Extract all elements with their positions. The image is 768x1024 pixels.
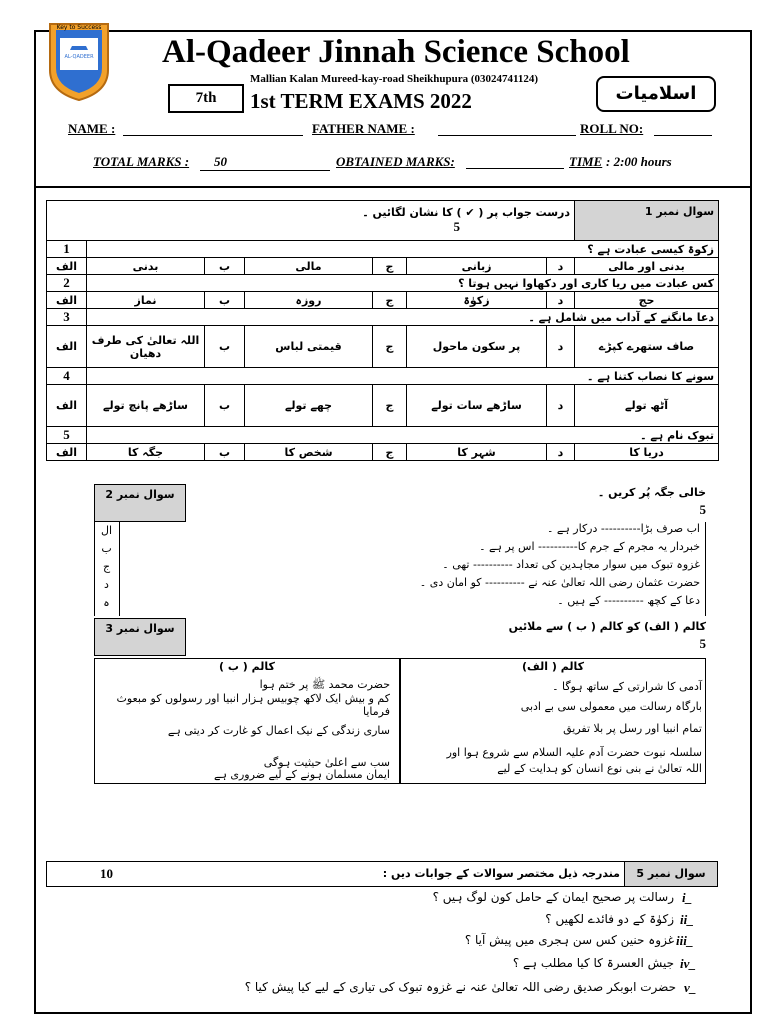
option-key-b: ب (205, 444, 245, 461)
option-key-c: ج (373, 292, 407, 309)
option-a[interactable]: ساڑھے پانچ تولے (87, 385, 205, 427)
roll-no-blank[interactable] (654, 123, 712, 136)
q3-b-item[interactable]: ساری زندگی کے نیک اعمال کو غارت کر دیتی ہے (167, 724, 390, 737)
name-label: NAME : (68, 121, 116, 136)
q1-label: سوال نمبر 1 (575, 201, 719, 241)
q5-question: غزوہ حنین کس سن ہجری میں پیش آیا ؟ (464, 933, 674, 947)
q1-1-options (47, 258, 719, 275)
option-key-d: د (547, 292, 575, 309)
logo-text: Key to Success (56, 24, 102, 31)
option-key-d: د (547, 326, 575, 368)
time-value: : 2:00 hours (606, 154, 672, 169)
q2-marks: 5 (699, 502, 706, 517)
q3-b-item[interactable]: ایمان مسلمان ہونے کے لیے ضروری ہے (214, 768, 390, 781)
option-a[interactable]: جگہ کا (87, 444, 205, 461)
father-name-label: FATHER NAME : (312, 121, 415, 136)
q1-4-options (47, 385, 719, 427)
q2-key: د (104, 578, 109, 591)
q3-a-item[interactable]: اللہ تعالیٰ نے بنی نوع انسان کو ہدایت کے لیے (497, 762, 702, 775)
q2-key: ج (102, 560, 111, 573)
option-a[interactable]: نماز (87, 292, 205, 309)
q5-instruction: مندرجہ ذیل مختصر سوالات کے جوابات دیں : (382, 867, 620, 880)
logo-sub-text: AL-QADEER (64, 54, 94, 60)
q1-5-number: 5 (47, 427, 87, 444)
option-key-a: الف (47, 444, 87, 461)
subject-box (596, 76, 716, 112)
roll-no-label: ROLL NO: (580, 121, 644, 136)
total-marks-value: 50 (200, 154, 330, 171)
q1-5-text: تبوک نام ہے ۔ (87, 427, 719, 444)
option-key-b: ب (205, 258, 245, 275)
subject-label: اسلامیات (615, 83, 697, 104)
school-logo (46, 18, 112, 102)
option-key-b: ب (205, 292, 245, 309)
q1-2-text: کس عبادت میں ریا کاری اور دکھاوا نہیں ہوتا ؟ (87, 275, 719, 292)
q2-line: خبردار یہ مجرم کے جرم کا---------- اس پر ہے ۔ (479, 540, 700, 553)
option-key-a: الف (47, 385, 87, 427)
class-box (168, 84, 244, 113)
q2-line: غزوہ تبوک میں سوار مجاہدین کی تعداد ---------- تھی ۔ (442, 558, 700, 571)
option-key-b: ب (205, 326, 245, 368)
option-key-d: د (547, 444, 575, 461)
q3-a-item[interactable]: بارگاہ رسالت میں معمولی سی بے ادبی (520, 700, 702, 713)
q5-number: v_ (684, 980, 697, 995)
q5-marks: 10 (100, 866, 113, 881)
obtained-marks-label: OBTAINED MARKS: (336, 154, 455, 169)
q3-instruction: کالم ( الف) کو کالم ( ب ) سے ملائیں (508, 620, 706, 633)
q1-1-text: زکوۃ کیسی عبادت ہے ؟ (87, 241, 719, 258)
option-b[interactable]: مالی (245, 258, 373, 275)
option-c[interactable]: زکوٰۃ (407, 292, 547, 309)
q1-5-options (47, 444, 719, 461)
father-name-blank[interactable] (438, 123, 576, 136)
q3-a-item[interactable]: آدمی کا شرارتی کے ساتھ ہوگا ۔ (552, 680, 702, 693)
option-d[interactable]: بدنی اور مالی (575, 258, 719, 275)
option-b[interactable]: چھے تولے (245, 385, 373, 427)
time-label: TIME (569, 154, 603, 169)
option-c[interactable]: شہر کا (407, 444, 547, 461)
option-d[interactable]: صاف ستھرے کپڑے (575, 326, 719, 368)
q1-2-number: 2 (47, 275, 87, 292)
option-key-c: ج (373, 385, 407, 427)
option-b[interactable]: قیمتی لباس (245, 326, 373, 368)
q1-1-number: 1 (47, 241, 87, 258)
q3-b-item[interactable]: کم و بیش ایک لاکھ چوبیس ہزار انبیا اور رسولوں کو مبعوث فرمایا (116, 692, 390, 718)
q1-3-options (47, 326, 719, 368)
q1-4-number: 4 (47, 368, 87, 385)
school-address: Mallian Kalan Mureed-kay-road Sheikhupura (03024741124) (250, 73, 539, 85)
q2-line: اب صرف بڑا---------- درکار ہے ۔ (546, 522, 700, 535)
name-blank[interactable] (123, 123, 303, 136)
header-divider (34, 186, 752, 188)
option-a[interactable]: بدنی (87, 258, 205, 275)
student-info-row (0, 121, 768, 139)
q2-instruction: خالی جگہ پُر کریں ۔ (597, 486, 706, 499)
option-key-b: ب (205, 385, 245, 427)
option-key-a: الف (47, 326, 87, 368)
q2-key-column (94, 522, 120, 616)
option-key-c: ج (373, 326, 407, 368)
q2-label: سوال نمبر 2 (94, 484, 186, 522)
option-c[interactable]: زبانی (407, 258, 547, 275)
q1-mcq-table (46, 200, 719, 461)
option-a[interactable]: اللہ تعالیٰ کی طرف دھیان (87, 326, 205, 368)
q5-number: iii_ (676, 933, 694, 948)
option-key-c: ج (373, 444, 407, 461)
q1-3-text: دعا مانگنے کے آداب میں شامل ہے ۔ (87, 309, 719, 326)
option-d[interactable]: حج (575, 292, 719, 309)
q3-column-b-header: کالم ( ب ) (219, 660, 275, 673)
option-key-a: الف (47, 258, 87, 275)
q1-3-number: 3 (47, 309, 87, 326)
total-marks-label: TOTAL MARKS : (93, 154, 190, 169)
marks-row (0, 154, 768, 172)
q5-label: سوال نمبر 5 (624, 861, 718, 887)
obtained-marks-blank[interactable] (466, 156, 564, 169)
q5-question: زکوٰۃ کے دو فائدے لکھیں ؟ (545, 912, 674, 926)
school-name: Al-Qadeer Jinnah Science School (162, 34, 630, 70)
q3-b-item[interactable]: حضرت محمد ﷺ پر ختم ہوا (259, 678, 390, 691)
q1-2-options (47, 292, 719, 309)
option-b[interactable]: روزہ (245, 292, 373, 309)
q5-number: ii_ (680, 912, 694, 927)
option-c[interactable]: ساڑھے سات تولے (407, 385, 547, 427)
option-b[interactable]: شخص کا (245, 444, 373, 461)
option-c[interactable]: پر سکون ماحول (407, 326, 547, 368)
q5-question: حضرت ابوبکر صدیق رضی اللہ تعالیٰ عنہ نے غزوہ تبوک کی تیاری کے لیے کیا پیش کیا ؟ (244, 980, 676, 994)
q5-number: iv_ (680, 956, 696, 971)
q1-instruction: درست جواب پر ( ✔ ) کا نشان لگائیں ۔ (362, 206, 571, 219)
q3-marks: 5 (699, 636, 706, 651)
q2-line: دعا کے کچھ ---------- کے ہیں ۔ (557, 594, 700, 607)
q3-a-item[interactable]: سلسلہ نبوت حضرت آدم علیہ السلام سے شروع ہوا اور (446, 746, 702, 759)
q3-column-a-header: کالم ( الف) (522, 660, 584, 673)
q3-a-item[interactable]: تمام انبیا اور رسل پر بلا تفریق (563, 722, 702, 735)
q5-number: i_ (682, 890, 693, 905)
q5-question: جیش العسرۃ کا کیا مطلب ہے ؟ (512, 956, 674, 970)
option-key-c: ج (373, 258, 407, 275)
exam-term: 1st TERM EXAMS 2022 (250, 89, 472, 113)
q1-4-text: سونے کا نصاب کتنا ہے ۔ (87, 368, 719, 385)
option-d[interactable]: آٹھ تولے (575, 385, 719, 427)
q1-instruction-cell (47, 201, 575, 241)
option-key-d: د (547, 385, 575, 427)
q3-b-item[interactable]: سب سے اعلیٰ حیثیت ہوگی (263, 756, 390, 769)
q2-key: ہ (103, 596, 110, 609)
class-label: 7th (195, 90, 217, 106)
q2-key: ب (101, 542, 112, 555)
option-key-d: د (547, 258, 575, 275)
q2-key: ال (100, 524, 113, 537)
option-key-a: الف (47, 292, 87, 309)
q1-marks: 5 (453, 219, 461, 234)
option-d[interactable]: دریا کا (575, 444, 719, 461)
q5-question: رسالت پر صحیح ایمان کے حامل کون لوگ ہیں ؟ (432, 890, 674, 904)
q3-label: سوال نمبر 3 (94, 618, 186, 656)
q2-line: حضرت عثمان رضی اللہ تعالیٰ عنہ نے ---------- کو امان دی ۔ (419, 576, 700, 589)
